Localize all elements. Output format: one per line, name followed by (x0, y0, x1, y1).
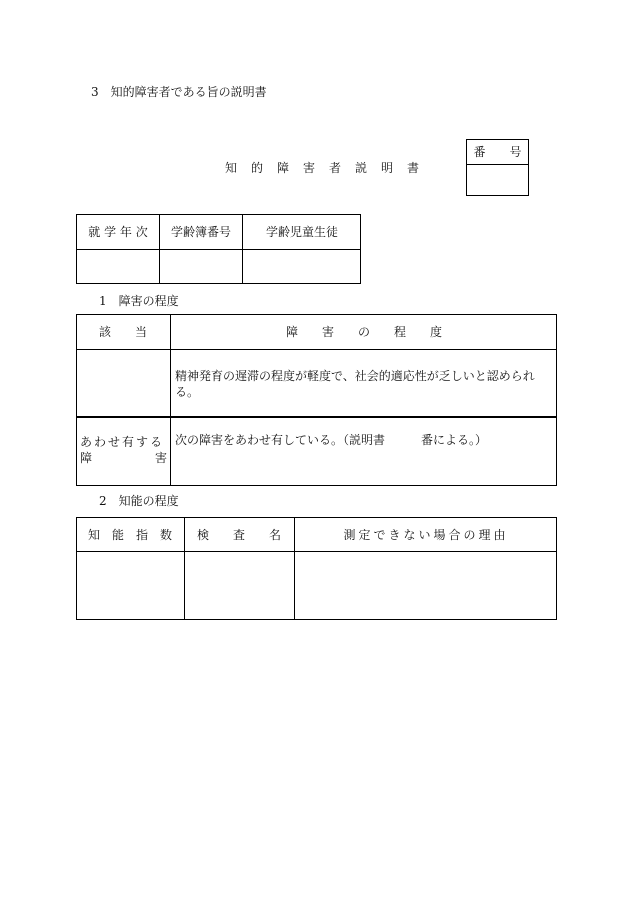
label-line1-text: あわせ有する (80, 435, 165, 449)
section-heading: 3 知的障害者である旨の説明書 (91, 85, 267, 99)
combined-disability-description: 次の障害をあわせ有している。（説明書 番による。） (175, 433, 488, 447)
reason-field[interactable] (296, 553, 555, 618)
combined-disability-label-line1 (80, 434, 167, 450)
number-box-field[interactable] (468, 167, 527, 194)
column-header-test-name: 検 査 名 (196, 528, 281, 542)
grade-field[interactable] (78, 251, 157, 282)
student-name-field[interactable] (244, 251, 359, 282)
column-header-iq: 知 能 指 数 (87, 528, 172, 542)
section1-heading: 1 障害の程度 (99, 294, 179, 308)
label-line2-left: 障 (80, 451, 93, 465)
explanation-number-field[interactable] (360, 430, 406, 450)
column-header-applicable: 該 当 (98, 325, 147, 339)
applicable-checkbox-mild[interactable] (78, 351, 168, 414)
column-header-student: 学齢児童生徒 (265, 225, 338, 239)
column-header-register-number: 学齢簿番号 (170, 225, 231, 239)
combined-disability-label (80, 434, 167, 466)
iq-field[interactable] (78, 553, 182, 618)
degree-description-mild: 精神発育の遅滞の程度が軽度で、社会的適応性が乏しいと認められる。 (175, 369, 535, 399)
section2-heading: 2 知能の程度 (99, 494, 179, 508)
column-header-degree: 障 害 の 程 度 (285, 325, 442, 339)
column-header-reason: 測定できない場合の理由 (343, 528, 509, 542)
number-box-label: 番 号 (473, 145, 522, 159)
document-title: 知 的 障 害 者 説 明 書 (225, 161, 421, 175)
combined-disability-label-line2 (80, 450, 167, 466)
register-number-field[interactable] (161, 251, 240, 282)
label-line2-right: 害 (154, 451, 167, 465)
test-name-field[interactable] (186, 553, 292, 618)
column-header-grade: 就 学 年 次 (88, 225, 148, 239)
